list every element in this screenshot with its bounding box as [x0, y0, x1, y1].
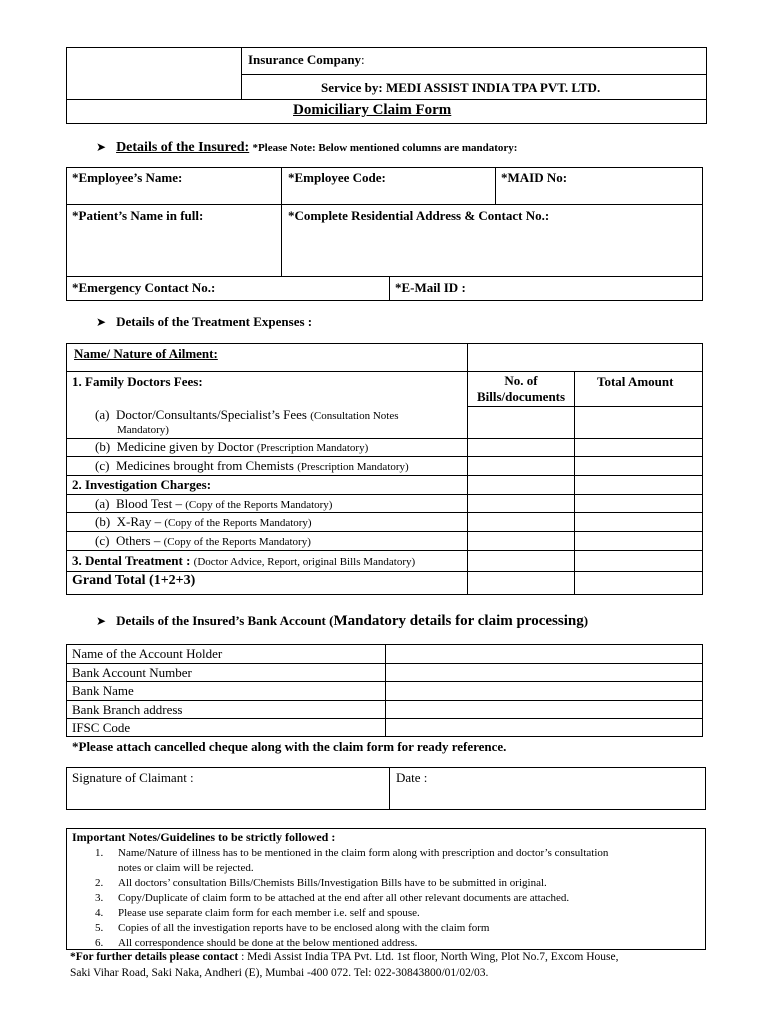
- note-item: notes or claim will be rejected.: [118, 862, 254, 874]
- header-divider: [241, 74, 707, 75]
- col-line: [281, 167, 282, 277]
- row-line: [66, 700, 703, 701]
- maid-no-field[interactable]: *MAID No:: [501, 170, 568, 185]
- row-line: [66, 550, 703, 551]
- treatment-heading: ➤ Details of the Treatment Expenses :: [96, 314, 313, 329]
- insured-heading: ➤ Details of the Insured: *Please Note: Below mentioned columns are mandatory:: [96, 140, 518, 155]
- bank-account-number[interactable]: Bank Account Number: [72, 665, 192, 680]
- service-by: Service by: MEDI ASSIST INDIA TPA PVT. LTD.: [321, 80, 601, 95]
- emergency-contact-field[interactable]: *Emergency Contact No.:: [72, 280, 216, 295]
- row-dental: 3. Dental Treatment : (Doctor Advice, Report, original Bills Mandatory): [72, 553, 416, 568]
- row-line: [66, 571, 703, 572]
- note-item: 1. Name/Nature of illness has to be mentioned in the claim form along with prescription and doctor’s consultation: [95, 847, 609, 859]
- grand-total-label: Grand Total (1+2+3): [72, 573, 196, 588]
- col-line: [574, 371, 575, 595]
- col-line: [389, 276, 390, 301]
- row-line: [66, 456, 703, 457]
- row-line: [66, 531, 703, 532]
- note-item: 6. All correspondence should be done at the below mentioned address.: [95, 937, 418, 949]
- contact-line-1: *For further details please contact : Medi Assist India TPA Pvt. Ltd. 1st floor, North Wing, Plot No.7, Excom House,: [70, 951, 619, 963]
- signature-claimant[interactable]: Signature of Claimant :: [72, 770, 194, 785]
- notes-list: [70, 846, 704, 951]
- note-item: 3. Copy/Duplicate of claim form to be attached at the end after all other relevant documents are attached.: [95, 892, 570, 904]
- row-line: [66, 718, 703, 719]
- row-medicine-doctor: (b) Medicine given by Doctor (Prescription Mandatory): [95, 439, 369, 454]
- header-divider: [66, 99, 707, 100]
- note-item: 4. Please use separate claim form for each member i.e. self and spouse.: [95, 907, 420, 919]
- row-line: [66, 276, 703, 277]
- ailment-label: Name/ Nature of Ailment:: [74, 346, 218, 361]
- bank-ifsc-code[interactable]: IFSC Code: [72, 720, 131, 735]
- col-bills-header: No. of Bills/documents: [476, 373, 566, 404]
- note-item: 2. All doctors’ consultation Bills/Chemists Bills/Investigation Bills have to be submitted in original.: [95, 877, 547, 889]
- patient-name-field[interactable]: *Patient’s Name in full:: [72, 208, 204, 223]
- row-line: [66, 681, 703, 682]
- row-others: (c) Others – (Copy of the Reports Mandatory): [95, 533, 311, 548]
- cheque-note: *Please attach cancelled cheque along with the claim form for ready reference.: [72, 739, 507, 754]
- col-line: [385, 644, 386, 737]
- bank-branch-address[interactable]: Bank Branch address: [72, 702, 183, 717]
- col-line: [495, 167, 496, 205]
- investigation-label: 2. Investigation Charges:: [72, 477, 212, 492]
- employee-code-field[interactable]: *Employee Code:: [288, 170, 386, 185]
- row-line: [66, 204, 703, 205]
- col-line: [467, 343, 468, 595]
- signature-date[interactable]: Date :: [396, 770, 428, 785]
- note-item: 5. Copies of all the investigation reports have to be enclosed along with the claim form: [95, 922, 490, 934]
- row-line: [66, 371, 703, 372]
- row-xray: (b) X-Ray – (Copy of the Reports Mandatory): [95, 514, 312, 529]
- bank-account-holder[interactable]: Name of the Account Holder: [72, 646, 223, 661]
- address-field[interactable]: *Complete Residential Address & Contact No.:: [288, 208, 550, 223]
- insurance-company-label: Insurance Company:: [248, 52, 365, 67]
- email-field[interactable]: *E-Mail ID :: [395, 280, 466, 295]
- row-medicine-chemist: (c) Medicines brought from Chemists (Prescription Mandatory): [95, 458, 409, 473]
- family-doctor-label: 1. Family Doctors Fees:: [72, 374, 203, 389]
- row-line: [66, 512, 703, 513]
- bank-heading: ➤ Details of the Insured’s Bank Account (Mandatory details for claim processing): [96, 613, 589, 629]
- row-line: [66, 494, 703, 495]
- bank-name[interactable]: Bank Name: [72, 683, 134, 698]
- row-doctor-fees: (a) Doctor/Consultants/Specialist’s Fees (Consultation Notes: [95, 407, 399, 422]
- col-line: [389, 767, 390, 810]
- row-line: [66, 475, 703, 476]
- col-total-header: Total Amount: [597, 374, 674, 389]
- contact-line-2: Saki Vihar Road, Saki Naka, Andheri (E), Mumbai -400 072. Tel: 022-30843800/01/02/03.: [70, 967, 489, 979]
- row-doctor-fees-note: Mandatory): [117, 424, 169, 436]
- employee-name-field[interactable]: *Employee’s Name:: [72, 170, 183, 185]
- row-line: [66, 663, 703, 664]
- form-title: Domiciliary Claim Form: [293, 102, 452, 118]
- notes-heading: Important Notes/Guidelines to be strictly followed :: [72, 830, 336, 844]
- row-line: [467, 406, 703, 407]
- row-blood-test: (a) Blood Test – (Copy of the Reports Mandatory): [95, 496, 333, 511]
